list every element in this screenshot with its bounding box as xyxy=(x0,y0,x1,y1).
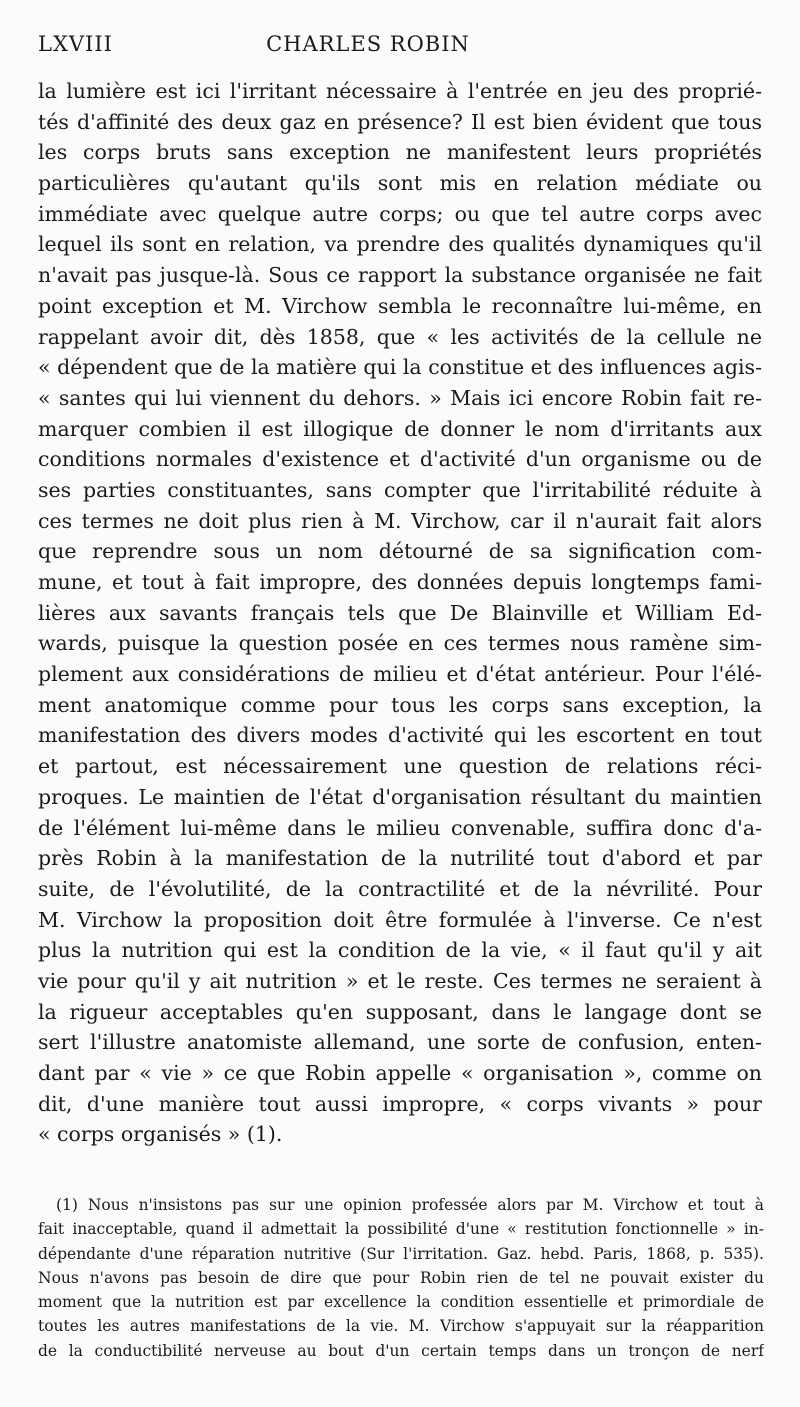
text-line: particulières qu'autant qu'ils sont mis en relation médiate ou xyxy=(38,171,762,196)
footnote-line: dépendante d'une réparation nutritive (Sur l'irritation. Gaz. hebd. Paris, 1868, p. 535). xyxy=(38,1244,764,1263)
text-line: tés d'affinité des deux gaz en présence? Il est bien évident que tous xyxy=(38,109,762,134)
text-line: point exception et M. Virchow sembla le reconnaître lui-même, en xyxy=(38,293,762,318)
text-line: dit, d'une manière tout aussi impropre, « corps vivants » pour xyxy=(38,1091,762,1116)
text-line: que reprendre sous un nom détourné de sa signification com- xyxy=(38,539,762,564)
text-line: sert l'illustre anatomiste allemand, une sorte de confusion, enten- xyxy=(38,1030,762,1055)
page-folio: LXVIII xyxy=(38,32,113,56)
footnote-line: Nous n'avons pas besoin de dire que pour Robin rien de tel ne pouvait exister du xyxy=(38,1268,764,1287)
text-line: « dépendent que de la matière qui la constitue et des influences agis- xyxy=(38,355,762,380)
text-line: wards, puisque la question posée en ces termes nous ramène sim- xyxy=(38,631,762,656)
footnote-line: (1) Nous n'insistons pas sur une opinion professée alors par M. Virchow et tout à xyxy=(56,1196,764,1214)
text-line: lequel ils sont en relation, va prendre des qualités dynamiques qu'il xyxy=(38,232,762,257)
main-text-block xyxy=(38,76,762,1150)
text-line: lières aux savants français tels que De Blainville et William Ed- xyxy=(38,600,762,625)
text-line: près Robin à la manifestation de la nutrilité tout d'abord et par xyxy=(38,846,762,871)
footnote xyxy=(38,1193,764,1363)
footnote-line: fait inacceptable, quand il admettait la possibilité d'une « restitution fonctionnelle » in- xyxy=(38,1220,764,1239)
footnote-line: moment que la nutrition est par excellence la condition essentielle et primordiale de xyxy=(38,1293,764,1312)
text-line: plement aux considérations de milieu et d'état antérieur. Pour l'élé- xyxy=(38,662,762,687)
running-title: CHARLES ROBIN xyxy=(266,32,470,56)
text-line: proques. Le maintien de l'état d'organisation résultant du maintien xyxy=(38,784,762,809)
text-line: plus la nutrition qui est la condition de la vie, « il faut qu'il y ait xyxy=(38,938,762,963)
text-line: et partout, est nécessairement une question de relations réci- xyxy=(38,754,762,779)
text-line: n'avait pas jusque-là. Sous ce rapport la substance organisée ne fait xyxy=(38,263,762,288)
text-line: « santes qui lui viennent du dehors. » Mais ici encore Robin fait re- xyxy=(38,385,762,410)
text-line: la lumière est ici l'irritant nécessaire à l'entrée en jeu des proprié- xyxy=(38,79,762,103)
text-line: suite, de l'évolutilité, de la contractilité et de la névrilité. Pour xyxy=(38,876,762,901)
text-line: manifestation des divers modes d'activité qui les escortent en tout xyxy=(38,723,762,748)
text-line: ment anatomique comme pour tous les corps sans exception, la xyxy=(38,692,762,717)
text-line: dant par « vie » ce que Robin appelle « organisation », comme on xyxy=(38,1061,762,1085)
text-line: marquer combien il est illogique de donner le nom d'irritants aux xyxy=(38,416,762,441)
text-line: de l'élément lui-même dans le milieu convenable, suffira donc d'a- xyxy=(38,815,762,840)
text-line: ces termes ne doit plus rien à M. Virchow, car il n'aurait fait alors xyxy=(38,508,762,533)
footnote-line: de la conductibilité nerveuse au bout d'un certain temps dans un tronçon de nerf xyxy=(38,1341,764,1360)
text-line: mune, et tout à fait impropre, des données depuis longtemps fami- xyxy=(38,570,762,594)
running-header xyxy=(38,32,768,62)
text-line: conditions normales d'existence et d'activité d'un organisme ou de xyxy=(38,447,762,472)
text-line: les corps bruts sans exception ne manifestent leurs propriétés xyxy=(38,140,762,165)
text-line: rappelant avoir dit, dès 1858, que « les activités de la cellule ne xyxy=(38,324,762,349)
footnote-line: toutes les autres manifestations de la vie. M. Virchow s'appuyait sur la réapparition xyxy=(38,1317,764,1336)
text-line: ses parties constituantes, sans compter que l'irritabilité réduite à xyxy=(38,477,762,502)
text-line: vie pour qu'il y ait nutrition » et le reste. Ces termes ne seraient à xyxy=(38,968,762,993)
text-line: « corps organisés » (1). xyxy=(38,1122,283,1147)
text-line: la rigueur acceptables qu'en supposant, dans le langage dont se xyxy=(38,999,762,1024)
text-line: M. Virchow la proposition doit être formulée à l'inverse. Ce n'est xyxy=(38,907,762,932)
text-line: immédiate avec quelque autre corps; ou que tel autre corps avec xyxy=(38,201,762,226)
